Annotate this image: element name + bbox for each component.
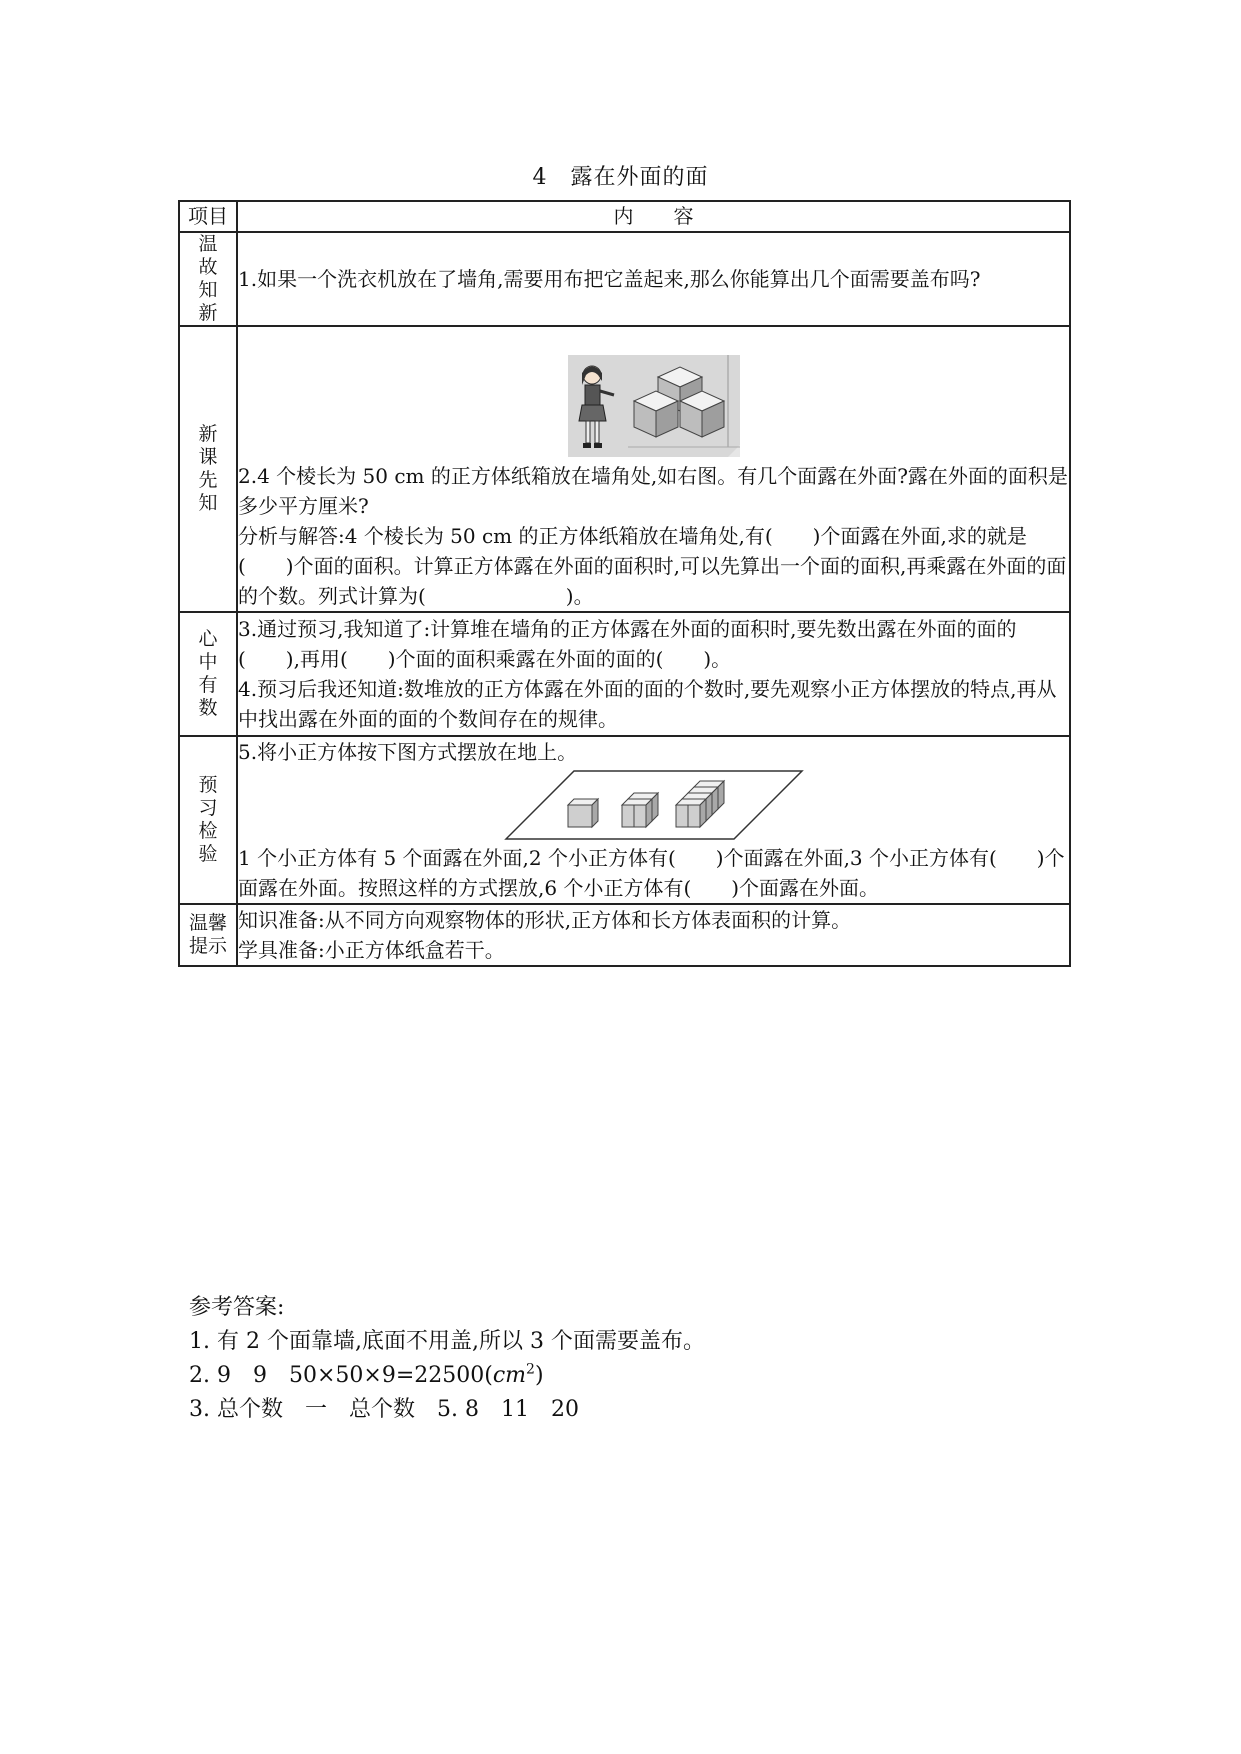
row-category: 温馨提示 [179,904,237,966]
question-5-text: 1 个小正方体有 5 个面露在外面,2 个小正方体有( )个面露在外面,3 个小正方体有( )个面露在外面。按照这样的方式摆放,6 个小正方体有( )个面露在外面。 [238,846,1065,900]
table-row [179,612,1070,736]
answer-1: 1. 有 2 个面靠墙,底面不用盖,所以 3 个面需要盖布。 [189,1329,705,1354]
answer-2: 2. 9 9 $50\times 50\times 9=22500(cm^2)$ [189,1361,544,1388]
question-5: 5.将小正方体按下图方式摆放在地上。 [238,740,578,764]
row-content [237,904,1070,966]
row-content [237,612,1070,736]
knowledge-prep: 知识准备:从不同方向观察物体的形状,正方体和长方体表面积的计算。 [238,908,852,932]
cubes-illustration [504,769,804,841]
question-4: 4.预习后我还知道:数堆放的正方体露在外面的面的个数时,要先观察小正方体摆放的特点,再从中找出露在外面的面的个数间存在的规律。 [238,677,1057,731]
girl-and-boxes-figure [238,327,1069,461]
table-header-row [179,201,1070,232]
tools-prep: 学具准备:小正方体纸盒若干。 [238,938,505,962]
row-category: 预习检验 [179,736,237,904]
reference-answers [189,1291,705,1427]
row-content [237,736,1070,904]
page-title: 4 露在外面的面 [532,165,709,190]
row-category: 温故知新 [179,232,237,326]
answer-3: 3. 总个数 一 总个数 5. 8 11 20 [189,1397,579,1422]
girl-boxes-illustration [568,355,740,457]
header-item: 项目 [179,201,237,232]
question-2: 2.4 个棱长为 50 cm 的正方体纸箱放在墙角处,如右图。有几个面露在外面?露在外面的面积是多少平方厘米? [238,464,1068,518]
row-content [237,326,1070,612]
cubes-on-floor-figure [238,767,1069,843]
preview-table [178,200,1071,967]
table-row [179,736,1070,904]
row-category: 新课先知 [179,326,237,612]
analysis-text: 分析与解答:4 个棱长为 50 cm 的正方体纸箱放在墙角处,有( )个面露在外面,求的就是( )个面的面积。计算正方体露在外面的面积时,可以先算出一个面的面积,再乘露在外面的面的个数。列式计算为( )。 [238,524,1067,608]
table-row [179,904,1070,966]
table-row [179,326,1070,612]
row-content [237,232,1070,326]
answers-heading: 参考答案: [189,1295,285,1320]
question-1: 1.如果一个洗衣机放在了墙角,需要用布把它盖起来,那么你能算出几个面需要盖布吗? [238,267,981,291]
table-row [179,232,1070,326]
header-content: 内 容 [237,201,1070,232]
row-category: 心中有数 [179,612,237,736]
question-3: 3.通过预习,我知道了:计算堆在墙角的正方体露在外面的面积时,要先数出露在外面的面的( ),再用( )个面的面积乘露在外面的面的( )。 [238,617,1017,671]
